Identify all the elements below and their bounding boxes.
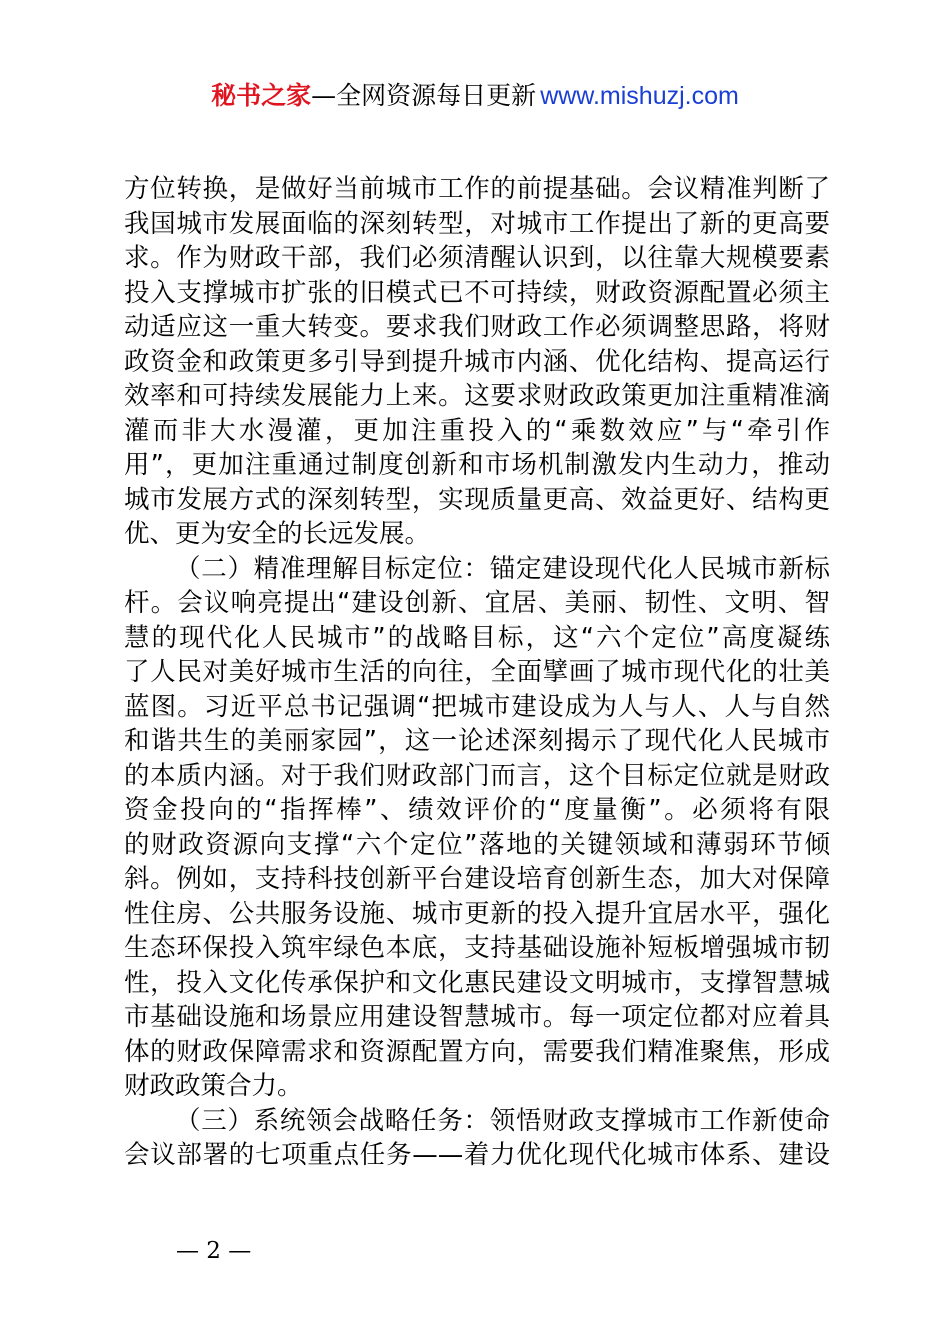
text-line: 了人民对美好城市生活的向往，全面擘画了城市现代化的壮美: [124, 657, 830, 687]
text-line: 投入支撑城市扩张的旧模式已不可持续，财政资源配置必须主: [124, 277, 830, 308]
text-line: 用”，更加注重通过制度创新和市场机制激发内生动力，推动: [124, 450, 830, 480]
text-line: 市基础设施和场景应用建设智慧城市。每一项定位都对应着具: [124, 1002, 830, 1032]
text-line: 杆。会议响亮提出“建设创新、宜居、美丽、韧性、文明、智: [124, 588, 830, 618]
section-heading-2: （二）精准理解目标定位：锚定建设现代化人民城市新标: [175, 553, 830, 584]
text-line: 动适应这一重大转变。要求我们财政工作必须调整思路，将财: [124, 312, 830, 342]
text-line: 性住房、公共服务设施、城市更新的投入提升宜居水平，强化: [124, 898, 830, 929]
site-url-link[interactable]: www.mishuzj.com: [540, 82, 739, 110]
text-line: 会议部署的七项重点任务——着力优化现代化城市体系、建设: [124, 1140, 830, 1170]
text-line: 求。作为财政干部，我们必须清醒认识到，以往靠大规模要素: [124, 243, 830, 273]
text-line: 体的财政保障需求和资源配置方向，需要我们精准聚焦，形成: [124, 1036, 830, 1067]
text-line: 的财政资源向支撑“六个定位”落地的关键领域和薄弱环节倾: [124, 829, 830, 860]
text-line: 优、更为安全的长远发展。: [124, 519, 431, 549]
text-line: 方位转换，是做好当前城市工作的前提基础。会议精准判断了: [124, 174, 830, 204]
site-tagline: —全网资源每日更新: [311, 81, 537, 110]
text-line: 财政政策合力。: [124, 1071, 303, 1101]
text-line: 蓝图。习近平总书记强调“把城市建设成为人与人、人与自然: [124, 691, 830, 722]
text-line: 性，投入文化传承保护和文化惠民建设文明城市，支撑智慧城: [124, 967, 830, 998]
text-line: 灌而非大水漫灌，更加注重投入的“乘数效应”与“牵引作: [124, 415, 830, 446]
site-brand: 秘书之家: [211, 81, 312, 110]
page-number: — 2 —: [176, 1238, 252, 1264]
section-heading-3: （三）系统领会战略任务：领悟财政支撑城市工作新使命: [175, 1105, 830, 1136]
text-line: 资金投向的“指挥棒”、绩效评价的“度量衡”。必须将有限: [124, 795, 830, 825]
text-line: 和谐共生的美丽家园”，这一论述深刻揭示了现代化人民城市: [124, 726, 830, 756]
site-header: [0, 78, 950, 114]
text-line: 斜。例如，支持科技创新平台建设培育创新生态，加大对保障: [124, 864, 830, 894]
text-line: 的本质内涵。对于我们财政部门而言，这个目标定位就是财政: [124, 760, 830, 791]
text-line: 生态环保投入筑牢绿色本底，支持基础设施补短板增强城市韧: [124, 933, 830, 963]
text-line: 政资金和政策更多引导到提升城市内涵、优化结构、提高运行: [124, 346, 830, 377]
text-line: 我国城市发展面临的深刻转型，对城市工作提出了新的更高要: [124, 208, 830, 239]
document-body: [124, 172, 830, 1173]
text-line: 慧的现代化人民城市”的战略目标，这“六个定位”高度凝练: [124, 622, 830, 653]
text-line: 城市发展方式的深刻转型，实现质量更高、效益更好、结构更: [124, 484, 830, 515]
text-line: 效率和可持续发展能力上来。这要求财政政策更加注重精准滴: [124, 381, 830, 411]
